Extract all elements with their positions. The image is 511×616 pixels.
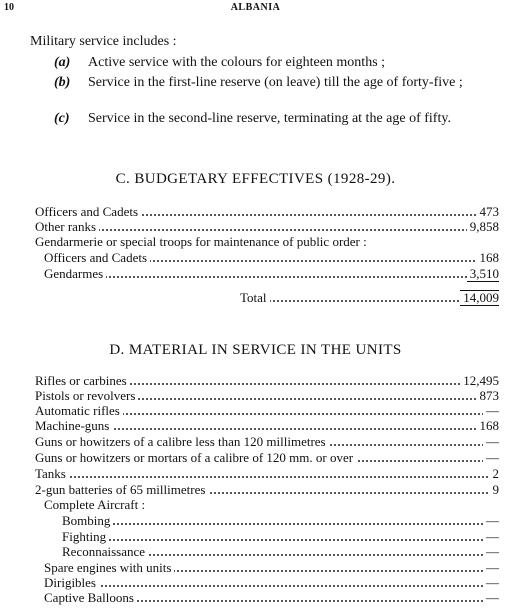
budget-row-label: Other ranks — [35, 219, 99, 234]
service-item-text: Service in the first-line reserve (on leave) till the age of forty-five ; — [88, 75, 463, 90]
material-row — [44, 590, 499, 605]
material-row — [44, 560, 499, 575]
budget-row — [35, 219, 499, 234]
material-row — [35, 482, 499, 497]
budget-total-label: Total — [240, 290, 270, 305]
running-head: ALBANIA — [230, 2, 281, 13]
budget-row-label: Gendarmes — [44, 266, 106, 281]
service-item-marker: (a) — [54, 55, 71, 70]
material-row-label: Spare engines with units — [44, 560, 174, 575]
material-heading: D. MATERIAL IN SERVICE IN THE UNITS — [109, 342, 402, 358]
material-row-label: 2-gun batteries of 65 millimetres — [35, 482, 208, 497]
budget-row-value: 3,510 — [467, 266, 499, 282]
material-row — [35, 434, 499, 449]
service-item-marker: (b) — [54, 75, 71, 90]
material-row-value: — — [483, 575, 499, 590]
material-row — [35, 466, 499, 481]
budget-row-label: Gendarmerie or special troops for maintenance of public order : — [35, 234, 370, 249]
material-row-label: Tanks — [35, 466, 69, 481]
budget-row-value: 168 — [477, 250, 500, 265]
material-row — [44, 575, 499, 590]
material-row-value: 2 — [490, 466, 500, 481]
service-item-c — [54, 111, 499, 127]
material-row — [35, 418, 499, 433]
material-row-label: Machine-guns — [35, 418, 112, 433]
service-item-a — [54, 55, 499, 71]
budget-row — [35, 204, 499, 219]
material-row-label: Pistols or revolvers — [35, 388, 138, 403]
material-row-label: Guns or howitzers or mortars of a calibre of 120 mm. or over — [35, 450, 356, 465]
page-header — [4, 2, 507, 16]
material-row-label: Automatic rifles — [35, 403, 123, 418]
budget-row — [35, 234, 499, 249]
material-row-value: 168 — [477, 418, 500, 433]
material-row-label: Bombing — [62, 513, 113, 528]
service-item-text: Active service with the colours for eighteen months ; — [88, 55, 386, 70]
material-row-label: Reconnaissance — [62, 544, 148, 559]
material-row-value: — — [483, 544, 499, 559]
dot-leader — [35, 476, 499, 478]
dot-leader — [62, 523, 499, 525]
material-row — [35, 450, 499, 465]
budget-row — [44, 250, 499, 265]
dot-leader — [35, 229, 499, 231]
material-row — [62, 529, 499, 544]
material-row-value: 873 — [477, 388, 500, 403]
material-row-value: 12,495 — [460, 373, 499, 388]
dot-leader — [44, 276, 499, 278]
material-row — [44, 497, 499, 512]
dot-leader — [44, 585, 499, 587]
material-row-value: — — [483, 560, 499, 575]
page-number: 10 — [4, 2, 14, 13]
service-item-marker: (c) — [54, 111, 70, 126]
material-row-value: — — [483, 590, 499, 605]
material-row — [62, 544, 499, 559]
material-row-value: — — [483, 529, 499, 544]
material-row-value: 9 — [490, 482, 500, 497]
budget-row-label: Officers and Cadets — [44, 250, 150, 265]
material-row — [35, 403, 499, 418]
military-service-intro: Military service includes : — [30, 34, 177, 49]
budget-row-label: Officers and Cadets — [35, 204, 141, 219]
dot-leader — [62, 539, 499, 541]
material-row — [35, 373, 499, 388]
material-row-label: Dirigibles — [44, 575, 99, 590]
material-row — [35, 388, 499, 403]
budget-total-row — [240, 290, 499, 305]
budgetary-effectives-heading: C. BUDGETARY EFFECTIVES (1928-29). — [115, 171, 396, 187]
material-row-label: Guns or howitzers of a calibre less than 120 millimetres — [35, 434, 329, 449]
service-item-text: Service in the second-line reserve, terminating at the age of fifty. — [88, 111, 451, 126]
material-row-label: Complete Aircraft : — [44, 497, 148, 512]
material-row-value: — — [483, 403, 499, 418]
budget-row — [44, 266, 499, 281]
material-row-value: — — [483, 434, 499, 449]
budget-row-value: 9,858 — [467, 219, 499, 234]
budget-total-value: 14,009 — [460, 290, 499, 306]
service-item-b — [54, 75, 499, 91]
material-row-value: — — [483, 513, 499, 528]
material-row — [62, 513, 499, 528]
material-row-label: Fighting — [62, 529, 109, 544]
budget-row-value: 473 — [477, 204, 500, 219]
material-row-label: Captive Balloons — [44, 590, 137, 605]
material-row-value: — — [483, 450, 499, 465]
material-row-label: Rifles or carbines — [35, 373, 130, 388]
